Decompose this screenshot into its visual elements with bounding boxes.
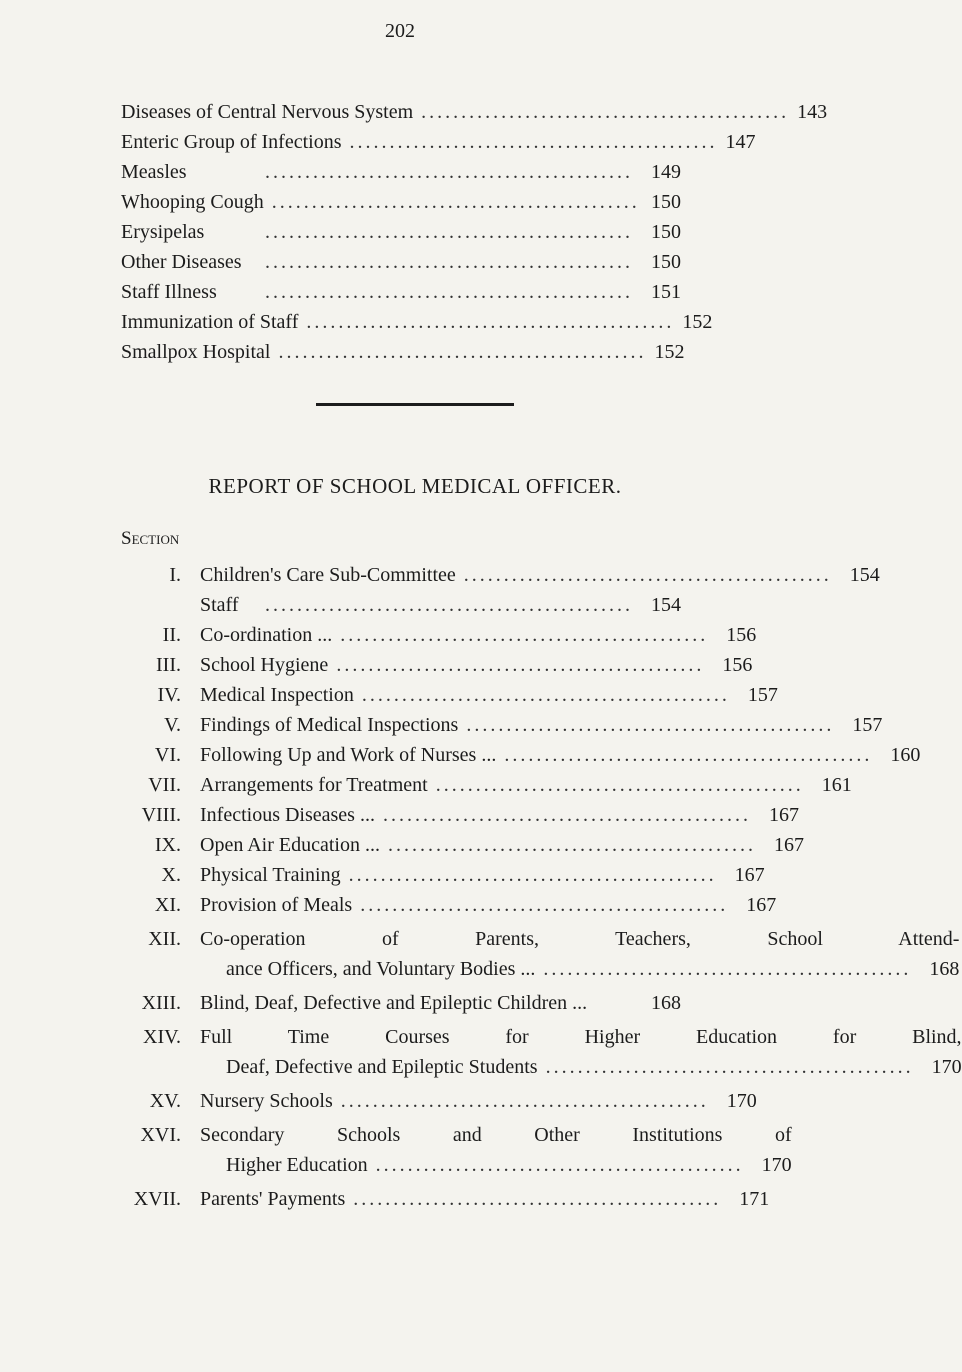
section-label-line: Full Time Courses for Higher Education for Blind, <box>200 1026 962 1048</box>
section-page: 156 <box>726 624 757 646</box>
section-label: Arrangements for Treatment <box>200 774 428 796</box>
section-entry <box>121 650 753 680</box>
section-page: 170 <box>761 1154 792 1176</box>
section-entry <box>121 710 883 740</box>
dot-leader: .............................................. <box>271 191 640 213</box>
section-number: V. <box>164 714 181 736</box>
toc-label: Enteric Group of Infections <box>121 131 342 153</box>
section-page: 167 <box>768 804 799 826</box>
section-number: X. <box>161 864 181 886</box>
section-entry <box>121 890 777 920</box>
section-page: 160 <box>890 744 921 766</box>
section-number: XVII. <box>133 1188 181 1210</box>
dot-leader: .............................................. <box>545 1056 914 1078</box>
dot-leader: .............................................. <box>278 341 647 363</box>
section-page: 157 <box>852 714 883 736</box>
toc-page: 143 <box>797 101 828 123</box>
section-number: IV. <box>157 684 181 706</box>
section-number: VIII. <box>141 804 181 826</box>
dot-leader: .............................................. <box>361 684 730 706</box>
section-entry <box>121 770 852 800</box>
dot-leader: .............................................. <box>340 624 709 646</box>
toc-entry <box>121 127 756 157</box>
section-page: 168 <box>651 992 681 1014</box>
section-entry <box>121 1120 792 1180</box>
section-entry <box>121 740 921 770</box>
toc-page: 149 <box>651 161 681 183</box>
section-label: School Hygiene <box>200 654 329 676</box>
section-label: Staff <box>200 594 239 616</box>
dot-leader: .............................................. <box>265 281 633 303</box>
section-page: 167 <box>734 864 765 886</box>
dot-leader: .............................................. <box>265 161 633 183</box>
toc-entry <box>121 97 828 127</box>
section-page: 161 <box>821 774 852 796</box>
section-page: 170 <box>726 1090 757 1112</box>
dot-leader: .............................................. <box>265 221 633 243</box>
section-number: XVI. <box>140 1124 181 1146</box>
dot-leader: .............................................. <box>466 714 835 736</box>
page-number: 202 <box>385 20 415 42</box>
toc-entry <box>121 277 681 307</box>
section-entry <box>121 620 757 650</box>
toc-entry <box>121 307 713 337</box>
toc-entry <box>121 217 681 247</box>
dot-leader: .............................................. <box>360 894 729 916</box>
section-label: Physical Training <box>200 864 341 886</box>
section-number: XI. <box>154 894 181 916</box>
dot-leader: .............................................. <box>463 564 832 586</box>
section-page: 167 <box>773 834 804 856</box>
section-label-line: Co-operation of Parents, Teachers, School Attend- <box>200 928 960 950</box>
section-label: Higher Education <box>226 1154 368 1176</box>
section-entry <box>121 924 960 984</box>
section-number: XV. <box>149 1090 181 1112</box>
dot-leader: .............................................. <box>265 251 633 273</box>
toc-label: Immunization of Staff <box>121 311 299 333</box>
section-divider <box>316 403 514 406</box>
toc-label: Staff Illness <box>121 281 217 303</box>
toc-page: 147 <box>725 131 756 153</box>
dot-leader: .............................................. <box>348 864 717 886</box>
section-label: Medical Inspection <box>200 684 354 706</box>
report-title: REPORT OF SCHOOL MEDICAL OFFICER. <box>208 474 622 498</box>
toc-page: 152 <box>654 341 685 363</box>
section-label: Infectious Diseases ... <box>200 804 375 826</box>
section-page: 167 <box>746 894 777 916</box>
section-label: Provision of Meals <box>200 894 353 916</box>
dot-leader: .............................................. <box>382 804 751 826</box>
section-page: 168 <box>929 958 960 980</box>
dot-leader: .............................................. <box>375 1154 744 1176</box>
dot-leader: .............................................. <box>265 594 633 616</box>
toc-page: 151 <box>651 281 681 303</box>
contents-list-top <box>121 97 828 367</box>
section-entry <box>121 988 681 1018</box>
dot-leader: .............................................. <box>421 101 790 123</box>
section-label: Open Air Education ... <box>200 834 380 856</box>
section-page: 157 <box>747 684 778 706</box>
section-number: III. <box>156 654 181 676</box>
dot-leader: .............................................. <box>543 958 912 980</box>
section-number: IX. <box>154 834 181 856</box>
section-entry <box>121 1022 962 1082</box>
toc-label: Other Diseases <box>121 251 242 273</box>
section-entry <box>121 860 765 890</box>
section-number: XIV. <box>143 1026 181 1048</box>
section-label-line: Secondary Schools and Other Institutions of <box>200 1124 792 1146</box>
section-entry <box>121 1086 757 1116</box>
section-entry <box>121 590 681 620</box>
toc-entry <box>121 247 681 277</box>
toc-label: Measles <box>121 161 187 183</box>
toc-label: Diseases of Central Nervous System <box>121 101 414 123</box>
section-page: 170 <box>931 1056 962 1078</box>
section-page: 154 <box>651 594 681 616</box>
dot-leader: .............................................. <box>349 131 718 153</box>
toc-entry <box>121 187 681 217</box>
toc-page: 152 <box>682 311 713 333</box>
toc-label: Whooping Cough <box>121 191 264 213</box>
section-heading: Section <box>121 528 180 549</box>
toc-page: 150 <box>651 251 681 273</box>
section-entry <box>121 680 778 710</box>
section-number: XIII. <box>141 992 181 1014</box>
section-number: VII. <box>148 774 181 796</box>
dot-leader: .............................................. <box>435 774 804 796</box>
section-label: Children's Care Sub-Committee <box>200 564 456 586</box>
toc-label: Smallpox Hospital <box>121 341 271 363</box>
section-page: 171 <box>739 1188 770 1210</box>
section-page: 154 <box>849 564 880 586</box>
section-label: Blind, Deaf, Defective and Epileptic Children ... <box>200 992 588 1014</box>
dot-leader: .............................................. <box>387 834 756 856</box>
section-number: VI. <box>154 744 181 766</box>
toc-entry <box>121 337 685 367</box>
section-number <box>121 590 181 620</box>
section-page: 156 <box>722 654 753 676</box>
dot-leader: .............................................. <box>340 1090 709 1112</box>
section-entry <box>121 800 799 830</box>
section-number: I. <box>169 564 181 586</box>
sections-list <box>121 560 962 1214</box>
toc-entry <box>121 157 681 187</box>
section-label: Co-ordination ... <box>200 624 333 646</box>
section-entry <box>121 560 880 590</box>
section-label: ance Officers, and Voluntary Bodies ... <box>226 958 536 980</box>
section-entry <box>121 1184 770 1214</box>
section-label: Nursery Schools <box>200 1090 333 1112</box>
dot-leader: .............................................. <box>306 311 675 333</box>
section-number: II. <box>162 624 181 646</box>
dot-leader: .............................................. <box>353 1188 722 1210</box>
toc-label: Erysipelas <box>121 221 205 243</box>
dot-leader: .............................................. <box>336 654 705 676</box>
section-label: Following Up and Work of Nurses ... <box>200 744 497 766</box>
section-entry <box>121 830 804 860</box>
section-label: Parents' Payments <box>200 1188 346 1210</box>
dot-leader: .............................................. <box>504 744 873 766</box>
section-number: XII. <box>148 928 181 950</box>
section-label: Deaf, Defective and Epileptic Students <box>226 1056 538 1078</box>
toc-page: 150 <box>651 221 681 243</box>
section-label: Findings of Medical Inspections <box>200 714 459 736</box>
toc-page: 150 <box>651 191 681 213</box>
